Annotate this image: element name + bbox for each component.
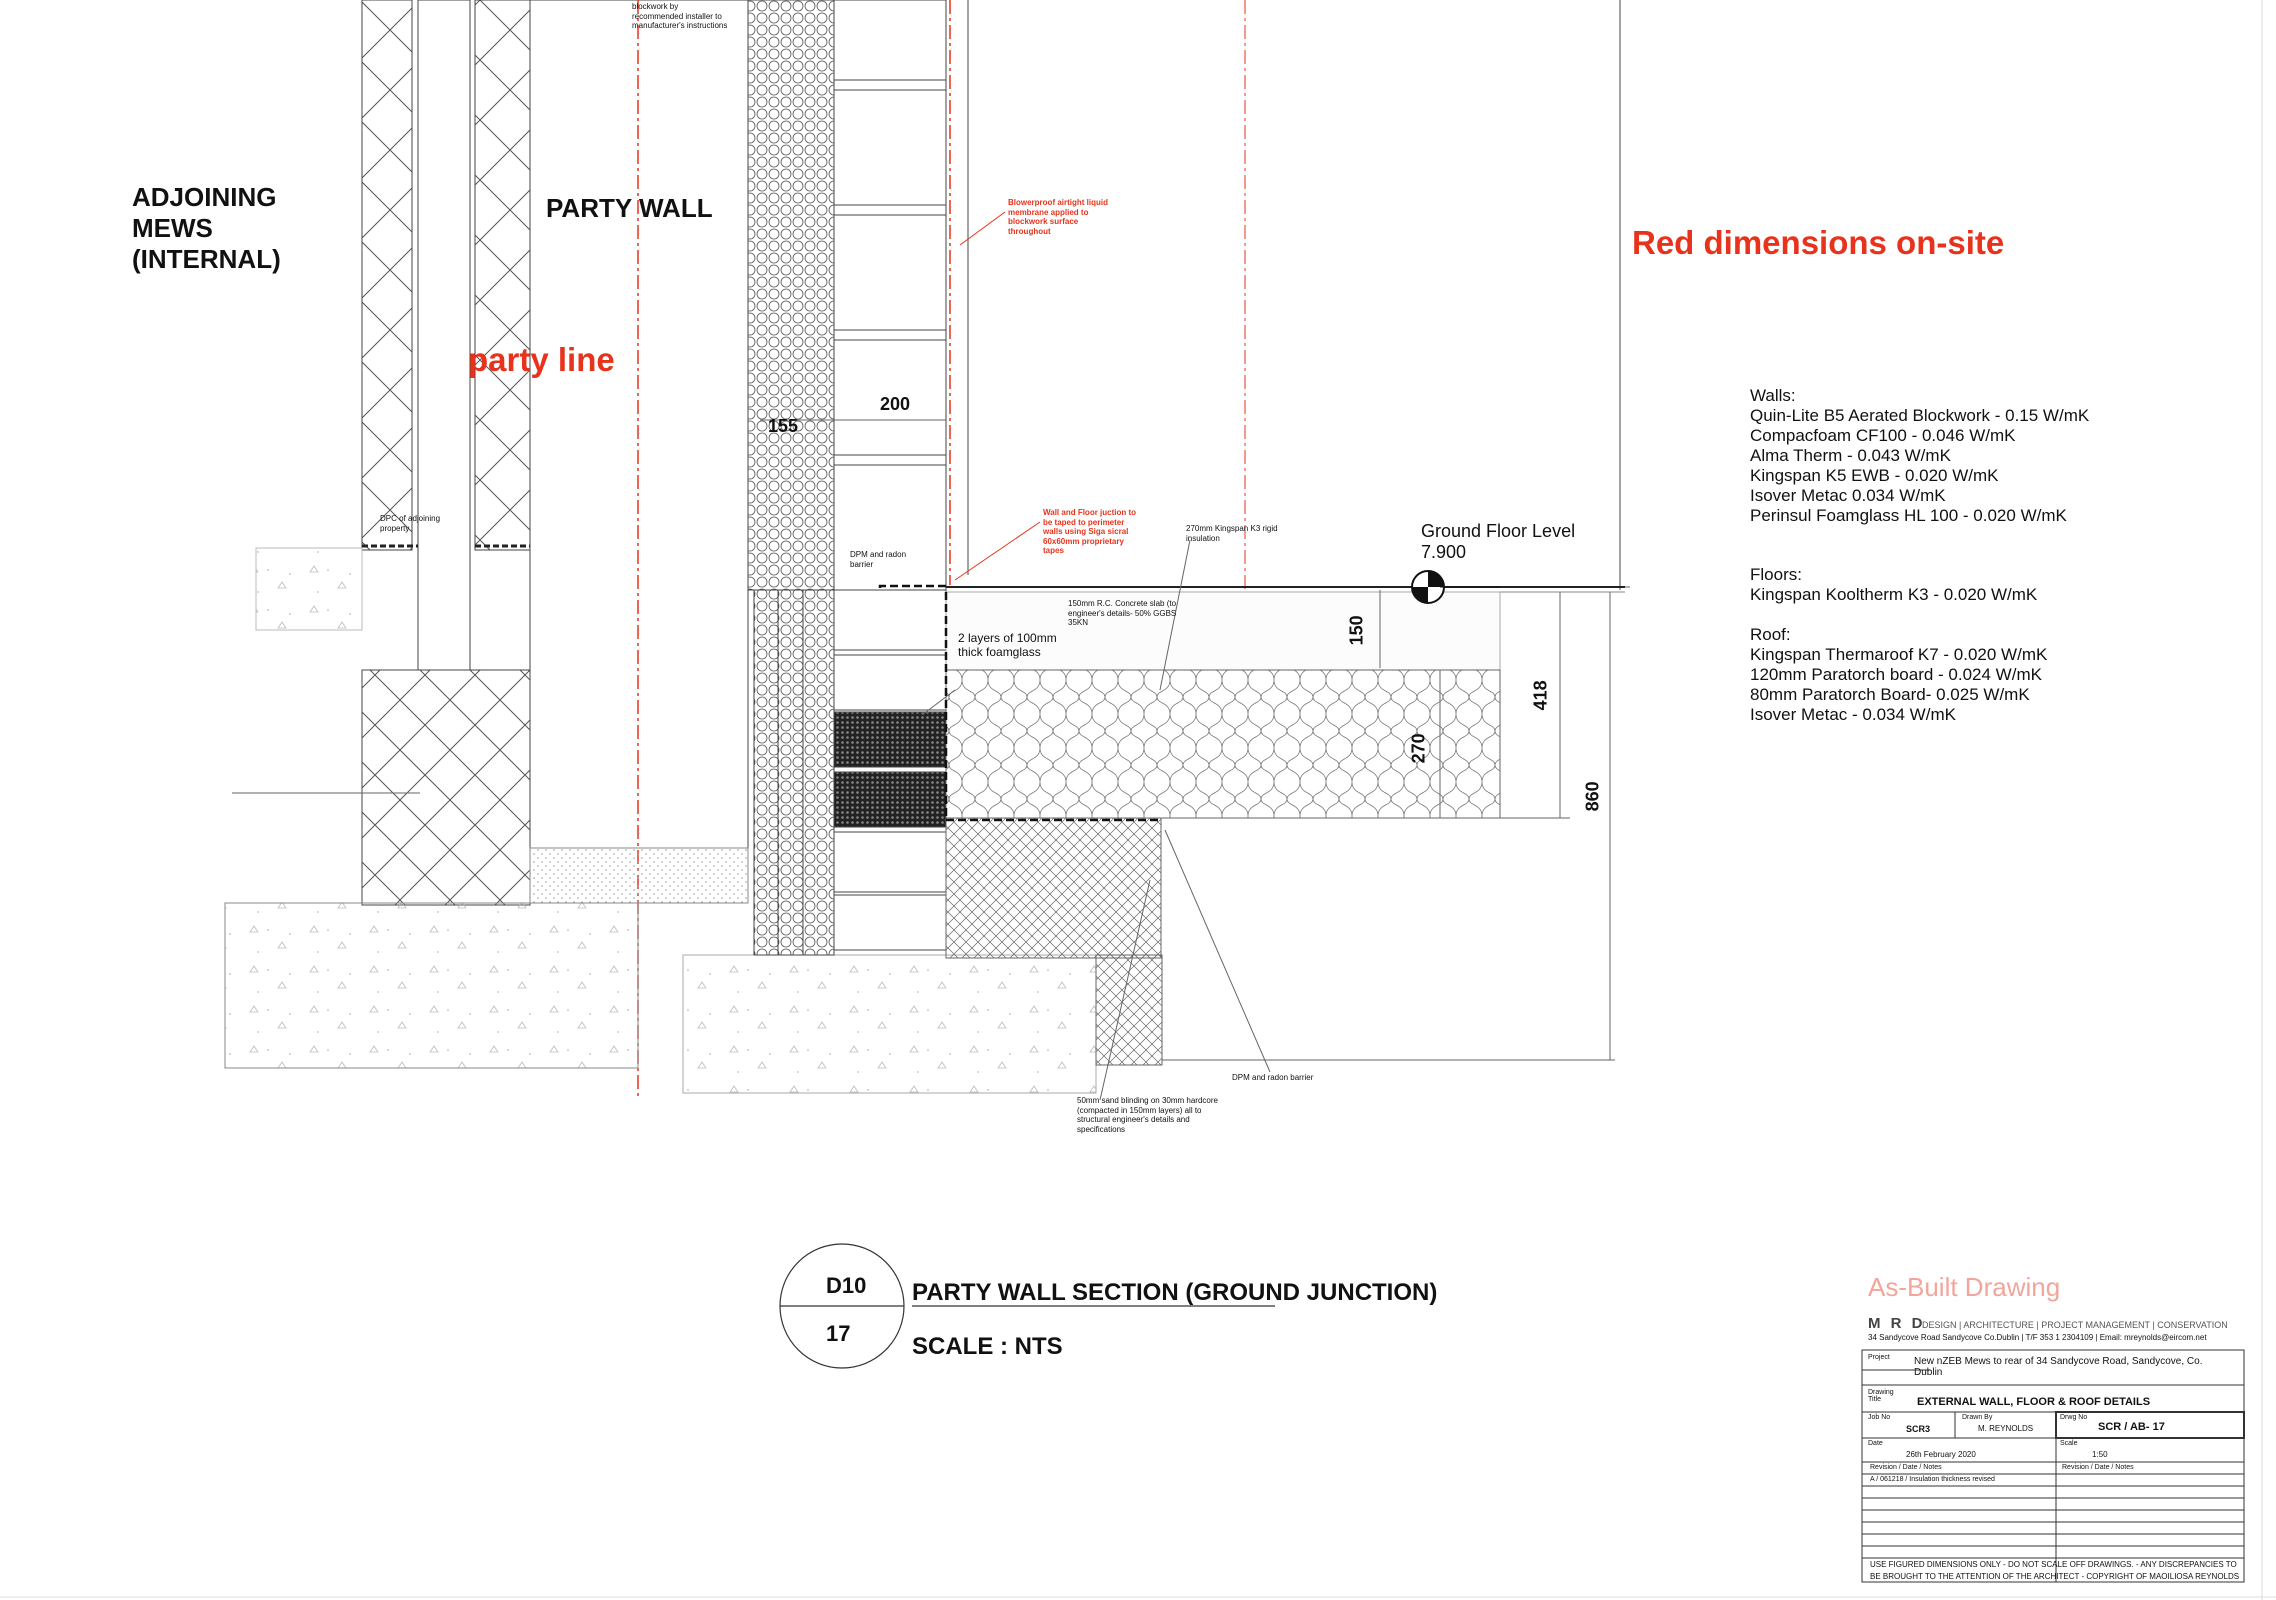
job-no: SCR3 xyxy=(1906,1424,1931,1434)
slab-note: 150mm R.C. Concrete slab (to engineer's details- 50% GGBS 35KN xyxy=(1068,599,1177,628)
floor-junction-note: Wall and Floor juction to be taped to perimeter walls using Siga sicral 60x60mm proprietary tapes xyxy=(1043,508,1137,556)
dimension-155: 155 xyxy=(768,416,799,436)
dimension-860: 860 xyxy=(1582,781,1603,812)
blockwork-note: blockwork by recommended installer to manufacturer's instructions xyxy=(632,2,728,31)
date-label: Date xyxy=(1868,1440,1883,1447)
aerated-blockwork xyxy=(748,0,834,955)
date-value: 26th February 2020 xyxy=(1906,1450,1976,1459)
disclaimer-line-2: BE BROUGHT TO THE ATTENTION OF THE ARCHITECT - COPYRIGHT OF MAOILIOSA REYNOLDS xyxy=(1870,1572,2240,1581)
dimension-150: 150 xyxy=(1346,615,1367,646)
scale-label: Scale xyxy=(2060,1440,2078,1447)
revision-label-right: Revision / Date / Notes xyxy=(2062,1464,2134,1471)
detail-sheet: 17 xyxy=(826,1321,851,1346)
room-lines xyxy=(950,0,1620,590)
drwg-no-label: Drwg No xyxy=(2060,1414,2088,1421)
insulation-note: 270mm Kingspan K3 rigid insulation xyxy=(1186,524,1278,543)
firm-services: DESIGN | ARCHITECTURE | PROJECT MANAGEMENT | CONSERVATION xyxy=(1922,1320,2228,1330)
dpm-radon-barrier-note: DPM and radon barrier xyxy=(1232,1073,1314,1082)
detail-title: PARTY WALL SECTION (GROUND JUNCTION) xyxy=(912,1279,1438,1306)
firm-logo: M R D xyxy=(1868,1315,1926,1332)
floors-spec-list: Floors: Kingspan Kooltherm K3 - 0.020 W/mK xyxy=(1750,565,2038,604)
drawn-by-label: Drawn By xyxy=(1962,1414,1993,1421)
disclaimer-line-1: USE FIGURED DIMENSIONS ONLY - DO NOT SCALE OFF DRAWINGS. - ANY DISCREPANCIES TO xyxy=(1870,1560,2237,1569)
party-line-label: party line xyxy=(468,341,615,378)
dpm-radon-note: DPM and radon barrier xyxy=(850,550,907,569)
ground-floor-level: Ground Floor Level 7.900 xyxy=(1421,521,1576,562)
detail-scale: SCALE : NTS xyxy=(912,1333,1063,1360)
project-name: New nZEB Mews to rear of 34 Sandycove Road, Sandycove, Co. Dublin xyxy=(1914,1356,2203,1378)
block-column xyxy=(834,0,946,950)
hardcore-note: 50mm sand blinding on 30mm hardcore (compacted in 150mm layers) all to structural engineer's details and specifications xyxy=(1077,1096,1218,1134)
drawing-title: EXTERNAL WALL, FLOOR & ROOF DETAILS xyxy=(1917,1396,2151,1408)
detail-ref: D10 xyxy=(826,1273,867,1298)
as-built-stamp: As-Built Drawing xyxy=(1868,1272,2061,1302)
dimension-200: 200 xyxy=(880,394,911,414)
red-dimensions-note: Red dimensions on-site xyxy=(1632,224,2005,261)
scale-value: 1:50 xyxy=(2092,1450,2108,1459)
project-label: Project xyxy=(1868,1354,1890,1361)
job-no-label: Job No xyxy=(1868,1414,1891,1421)
drawn-by: M. REYNOLDS xyxy=(1978,1424,2034,1433)
walls-spec-list: Walls: Quin-Lite B5 Aerated Blockwork - 0.15 W/mK Compacfoam CF100 - 0.046 W/mK Alma Therm - 0.043 W/mK Kingspan K5 EWB - 0.020 W/mK Isover Metac 0.034 W/mK Perinsul Foamglass HL 100 - 0.020 W/mK xyxy=(1750,386,2090,525)
foamglass-note: 2 layers of 100mm thick foamglass xyxy=(958,631,1057,659)
roof-spec-list: Roof: Kingspan Thermaroof K7 - 0.020 W/mK 120mm Paratorch board - 0.024 W/mK 80mm Paratorch Board- 0.025 W/mK Isover Metac - 0.034 W/mK xyxy=(1750,625,2048,724)
dimension-270: 270 xyxy=(1408,733,1429,764)
dpc-note: DPC of adjoining property xyxy=(380,514,441,533)
adjoining-wall xyxy=(232,0,530,905)
drawing-title-label: Drawing Title xyxy=(1868,1389,1894,1403)
revision-entry: A / 061218 / Insulation thickness revised xyxy=(1870,1476,1995,1483)
party-wall-label: PARTY WALL xyxy=(546,193,713,223)
membrane-note: Blowerproof airtight liquid membrane applied to blockwork surface throughout xyxy=(1008,198,1108,236)
dimension-418: 418 xyxy=(1530,680,1551,711)
dpc-lines xyxy=(256,546,530,630)
drwg-no: SCR / AB- 17 xyxy=(2098,1421,2165,1433)
adjoining-mews-label: ADJOINING MEWS (INTERNAL) xyxy=(132,182,281,274)
firm-address: 34 Sandycove Road Sandycove Co.Dublin | T/F 353 1 2304109 | Email: mreynolds@eircom.net xyxy=(1868,1333,2207,1342)
revision-label: Revision / Date / Notes xyxy=(1870,1464,1942,1471)
